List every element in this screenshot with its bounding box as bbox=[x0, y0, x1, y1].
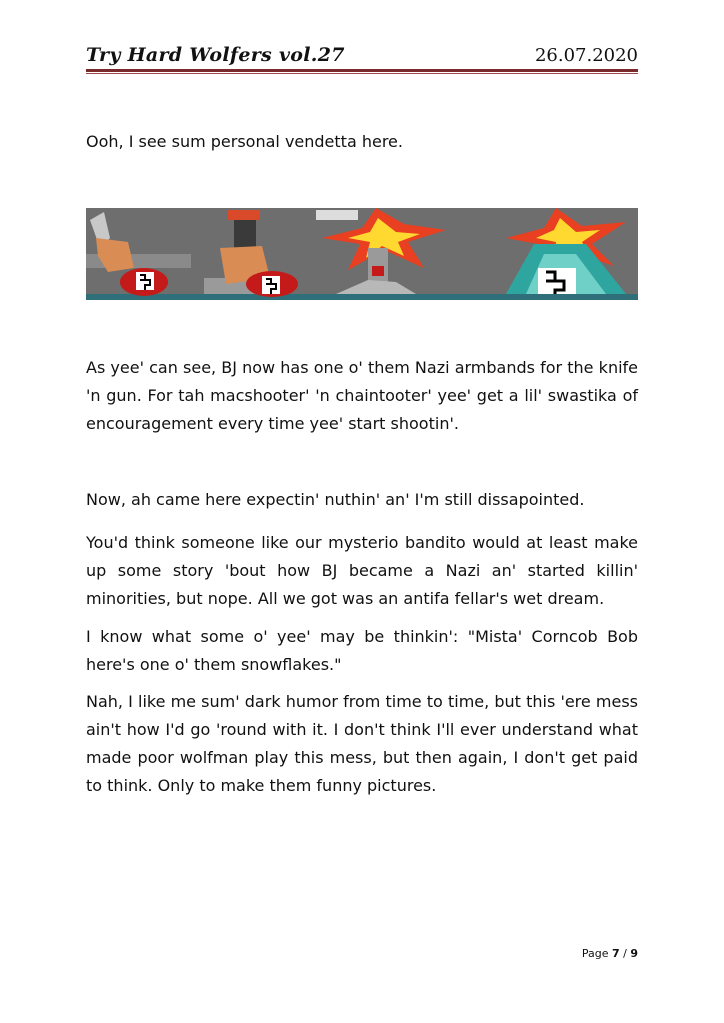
paragraph-dark-humor: Nah, I like me sum' dark humor from time to time, but this 'ere mess ain't how I'd go 'round with it. I don't think I'll ever understand what made poor wolfman play this mess, but then again, I don't get paid to think. Only to make them funny pictures. bbox=[86, 692, 638, 795]
page-separator: / bbox=[623, 947, 627, 960]
weapon-sprite-strip bbox=[86, 208, 638, 300]
header-rule-thin bbox=[86, 73, 638, 74]
page-label: Page bbox=[581, 947, 609, 960]
paragraph-snowflakes: I know what some o' yee' may be thinkin': "Mista' Corncob Bob here's one o' them snowflakes." bbox=[86, 627, 638, 674]
page-header bbox=[86, 42, 638, 70]
page-number bbox=[582, 947, 638, 960]
header-rule bbox=[86, 69, 638, 72]
document-title: Try Hard Wolfers vol.27 bbox=[86, 44, 345, 66]
paragraph-story: You'd think someone like our mysterio bandito would at least make up some story 'bout how BJ became a Nazi an' started killin' minorities, but nope. All we got was an antifa fellar's wet dream. bbox=[86, 533, 638, 608]
paragraph-disappointed: Now, ah came here expectin' nuthin' an' I'm still dissapointed. bbox=[86, 490, 585, 509]
weapon-sprites-image bbox=[86, 208, 638, 300]
paragraph-armbands: As yee' can see, BJ now has one o' them Nazi armbands for the knife 'n gun. For tah macshooter' 'n chaintooter' yee' get a lil' swastika of encouragement every time yee' start shootin'. bbox=[86, 358, 638, 433]
document-date: 26.07.2020 bbox=[534, 45, 638, 66]
page-total: 9 bbox=[630, 947, 638, 960]
page-current: 7 bbox=[611, 947, 620, 960]
paragraph-intro: Ooh, I see sum personal vendetta here. bbox=[86, 132, 403, 151]
